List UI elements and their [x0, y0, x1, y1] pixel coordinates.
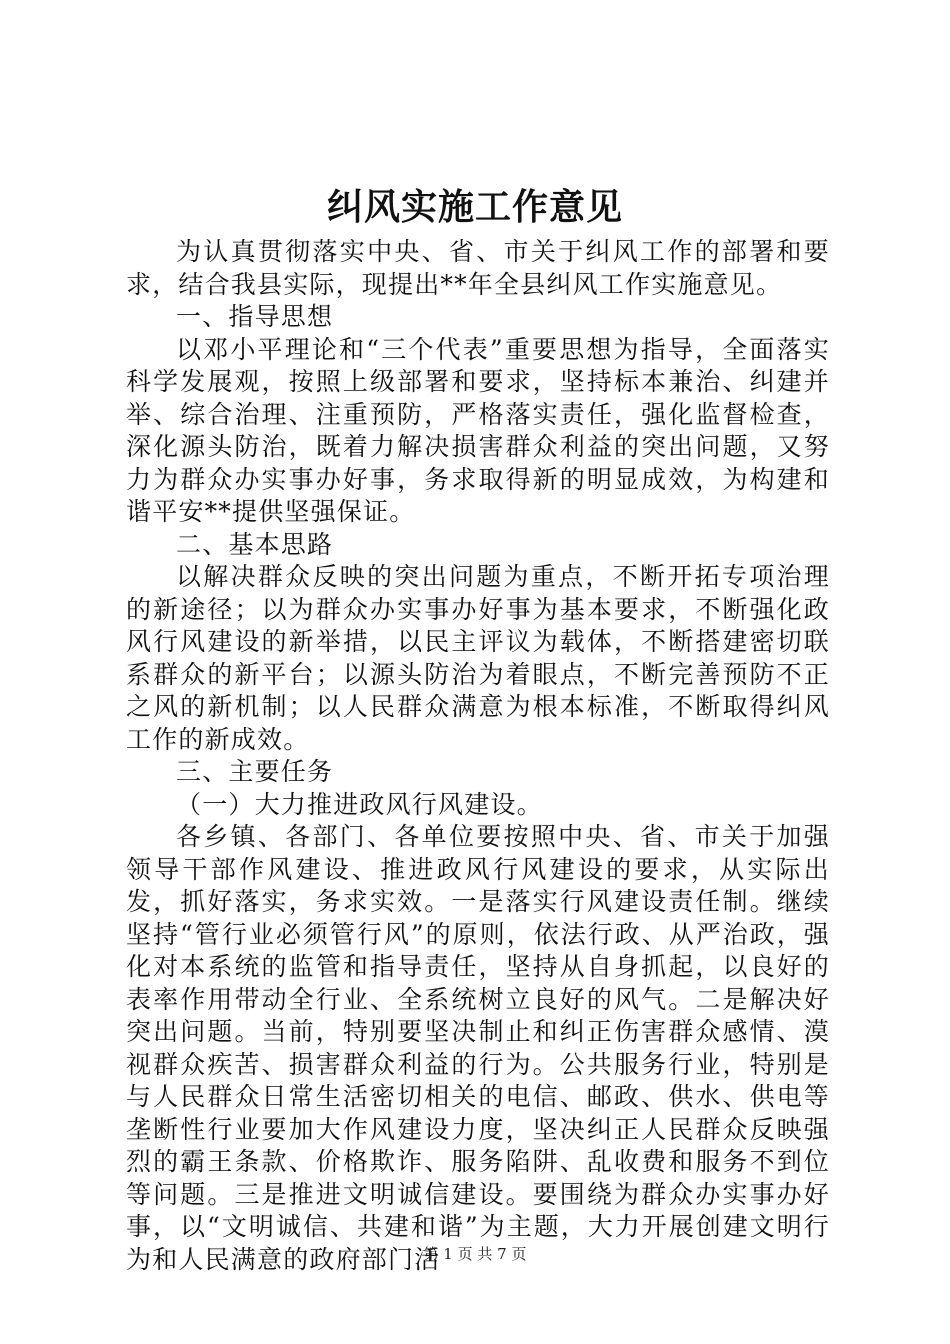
section-heading-main-tasks: 三、主要任务 [176, 757, 334, 786]
main-tasks-paragraph: 各乡镇、各部门、各单位要按照中央、省、市关于加强领导干部作风建设、推进政风行风建设的要求，从实际出发，抓好落实，务求实效。一是落实行风建设责任制。继续坚持“管行业必须管行风”的原则，依法行政、从严治政，强化对本系统的监管和指导责任，坚持从自身抓起，以良好的表率作用带动全行业、全系统树立良好的风气。二是解决好突出问题。当前，特别要坚决制止和纠正伤害群众感情、漠视群众疾苦、损害群众利益的行为。公共服务行业，特别是与人民群众日常生活密切相关的电信、邮政、供水、供电等垄断性行业要加大作风建设力度，坚决纠正人民群众反映强烈的霸王条款、价格欺诈、服务陷阱、乱收费和服务不到位等问题。三是推进文明诚信建设。要围绕为群众办实事办好事，以“文明诚信、共建和谐”为主题，大力开展创建文明行为和人民满意的政府部门活 [126, 822, 830, 1274]
section-heading-guiding-thought: 一、指导思想 [176, 302, 334, 331]
document-body [126, 236, 830, 1276]
intro-paragraph: 为认真贯彻落实中央、省、市关于纠风工作的部署和要求，结合我县实际，现提出**年全县纠风工作实施意见。 [126, 237, 830, 299]
page-number-footer: 第 1 页 共 7 页 [423, 1245, 527, 1263]
section-heading-basic-approach: 二、基本思路 [176, 529, 334, 559]
document-title: 纠风实施工作意见 [326, 186, 623, 228]
guiding-thought-paragraph: 以邓小平理论和“三个代表”重要思想为指导，全面落实科学发展观，按照上级部署和要求，坚持标本兼治、纠建并举、综合治理、注重预防，严格落实责任，强化监督检查，深化源头防治，既着力解决损害群众利益的突出问题，又努力为群众办实事办好事，务求取得新的明显成效，为构建和谐平安**提供坚强保证。 [126, 334, 830, 526]
basic-approach-paragraph: 以解决群众反映的突出问题为重点，不断开拓专项治理的新途径；以为群众办实事办好事为基本要求，不断强化政风行风建设的新举措，以民主评议为载体，不断搭建密切联系群众的新平台；以源头防治为着眼点，不断完善预防不正之风的新机制；以人民群众满意为根本标准，不断取得纠风工作的新成效。 [126, 562, 830, 754]
subsection-heading-1: （一）大力推进政风行风建设。 [176, 789, 543, 819]
